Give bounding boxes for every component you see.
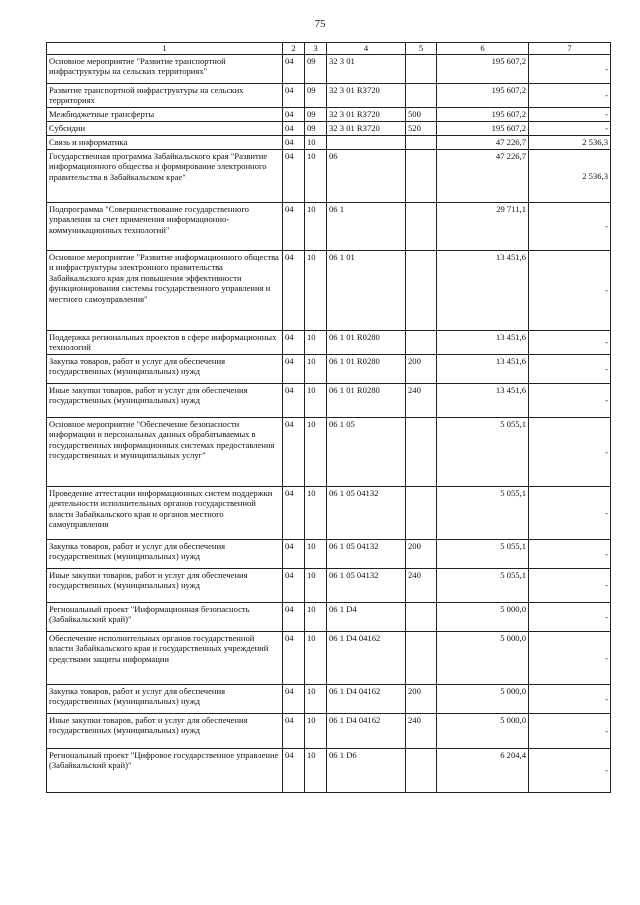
row-section: 04 bbox=[283, 714, 305, 749]
row-target-item: 06 1 01 R0280 bbox=[327, 331, 406, 355]
row-target-item: 32 3 01 R3720 bbox=[327, 108, 406, 122]
row-expense-type bbox=[406, 150, 437, 203]
row-subsection: 10 bbox=[305, 603, 327, 632]
row-expense-type: 240 bbox=[406, 569, 437, 603]
row-target-item: 06 1 D4 bbox=[327, 603, 406, 632]
row-amount-extra: - bbox=[529, 418, 611, 487]
row-amount: 5 000,0 bbox=[437, 632, 529, 685]
row-section: 04 bbox=[283, 331, 305, 355]
row-amount: 47 226,7 bbox=[437, 136, 529, 150]
table-row bbox=[47, 384, 611, 418]
row-target-item bbox=[327, 136, 406, 150]
row-amount: 5 000,0 bbox=[437, 714, 529, 749]
row-subsection: 10 bbox=[305, 569, 327, 603]
row-section: 04 bbox=[283, 355, 305, 384]
row-subsection: 10 bbox=[305, 355, 327, 384]
row-amount: 195 607,2 bbox=[437, 84, 529, 108]
row-amount-extra: - bbox=[529, 685, 611, 714]
row-amount-extra: - bbox=[529, 122, 611, 136]
row-expense-type bbox=[406, 55, 437, 84]
row-section: 04 bbox=[283, 55, 305, 84]
row-section: 04 bbox=[283, 136, 305, 150]
row-expense-type: 200 bbox=[406, 540, 437, 569]
row-expense-type: 200 bbox=[406, 355, 437, 384]
row-name: Иные закупки товаров, работ и услуг для обеспечения государственных (муниципальных) нужд bbox=[47, 714, 283, 749]
row-section: 04 bbox=[283, 84, 305, 108]
row-section: 04 bbox=[283, 749, 305, 793]
row-section: 04 bbox=[283, 251, 305, 331]
row-target-item: 06 1 bbox=[327, 203, 406, 251]
row-amount-extra: - bbox=[529, 203, 611, 251]
row-expense-type bbox=[406, 632, 437, 685]
row-amount-extra: - bbox=[529, 84, 611, 108]
row-section: 04 bbox=[283, 603, 305, 632]
table-header-row bbox=[47, 43, 611, 55]
row-amount-extra: - bbox=[529, 603, 611, 632]
row-subsection: 10 bbox=[305, 540, 327, 569]
page-number: 75 bbox=[314, 18, 326, 30]
row-name: Подпрограмма "Совершенствование государственного управления за счет применения информационно-коммуникационных технологий" bbox=[47, 203, 283, 251]
col-header-subsection: 3 bbox=[305, 43, 327, 55]
row-section: 04 bbox=[283, 203, 305, 251]
row-section: 04 bbox=[283, 569, 305, 603]
row-expense-type: 500 bbox=[406, 108, 437, 122]
row-subsection: 10 bbox=[305, 714, 327, 749]
row-amount-extra: - bbox=[529, 569, 611, 603]
row-name: Региональный проект "Информационная безопасность (Забайкальский край)" bbox=[47, 603, 283, 632]
row-amount-extra: - bbox=[529, 355, 611, 384]
row-name: Закупка товаров, работ и услуг для обеспечения государственных (муниципальных) нужд bbox=[47, 540, 283, 569]
row-target-item: 06 bbox=[327, 150, 406, 203]
table-row bbox=[47, 122, 611, 136]
col-header-section: 2 bbox=[283, 43, 305, 55]
row-amount-extra: 2 536,3 bbox=[529, 150, 611, 203]
row-target-item: 06 1 01 R0280 bbox=[327, 384, 406, 418]
row-expense-type bbox=[406, 487, 437, 540]
row-target-item: 32 3 01 R3720 bbox=[327, 122, 406, 136]
table-row bbox=[47, 150, 611, 203]
row-expense-type: 240 bbox=[406, 384, 437, 418]
row-expense-type bbox=[406, 603, 437, 632]
row-amount: 13 451,6 bbox=[437, 251, 529, 331]
row-amount-extra: - bbox=[529, 331, 611, 355]
row-target-item: 06 1 05 04132 bbox=[327, 540, 406, 569]
row-section: 04 bbox=[283, 122, 305, 136]
row-amount: 47 226,7 bbox=[437, 150, 529, 203]
row-expense-type bbox=[406, 418, 437, 487]
row-amount-extra: - bbox=[529, 749, 611, 793]
table-row bbox=[47, 569, 611, 603]
row-target-item: 06 1 05 04132 bbox=[327, 487, 406, 540]
row-subsection: 10 bbox=[305, 418, 327, 487]
row-expense-type: 240 bbox=[406, 714, 437, 749]
row-name: Поддержка региональных проектов в сфере информационных технологий bbox=[47, 331, 283, 355]
table-row bbox=[47, 418, 611, 487]
row-subsection: 10 bbox=[305, 487, 327, 540]
row-name: Закупка товаров, работ и услуг для обеспечения государственных (муниципальных) нужд bbox=[47, 355, 283, 384]
row-target-item: 06 1 D4 04162 bbox=[327, 685, 406, 714]
row-name: Основное мероприятие "Развитие транспортной инфраструктуры на сельских территориях" bbox=[47, 55, 283, 84]
table-row bbox=[47, 749, 611, 793]
table-row bbox=[47, 540, 611, 569]
row-subsection: 10 bbox=[305, 150, 327, 203]
row-amount: 5 000,0 bbox=[437, 685, 529, 714]
row-target-item: 32 3 01 R3720 bbox=[327, 84, 406, 108]
row-section: 04 bbox=[283, 418, 305, 487]
row-name: Основное мероприятие "Обеспечение безопасности информации и персональных данных обрабатываемых в государственных информационных системах предоставления государственных и муниципальных услуг" bbox=[47, 418, 283, 487]
row-amount: 13 451,6 bbox=[437, 384, 529, 418]
col-header-amount: 6 bbox=[437, 43, 529, 55]
row-amount-extra: - bbox=[529, 108, 611, 122]
row-section: 04 bbox=[283, 108, 305, 122]
row-subsection: 10 bbox=[305, 632, 327, 685]
row-name: Развитие транспортной инфраструктуры на сельских территориях bbox=[47, 84, 283, 108]
row-section: 04 bbox=[283, 384, 305, 418]
row-name: Межбюджетные трансферты bbox=[47, 108, 283, 122]
row-subsection: 10 bbox=[305, 251, 327, 331]
row-target-item: 06 1 05 04132 bbox=[327, 569, 406, 603]
row-target-item: 32 3 01 bbox=[327, 55, 406, 84]
row-amount: 5 055,1 bbox=[437, 487, 529, 540]
row-name: Государственная программа Забайкальского края "Развитие информационного общества и формирование электронного правительства в Забайкальском крае" bbox=[47, 150, 283, 203]
table-row bbox=[47, 331, 611, 355]
row-target-item: 06 1 D6 bbox=[327, 749, 406, 793]
row-expense-type bbox=[406, 331, 437, 355]
row-amount-extra: - bbox=[529, 487, 611, 540]
row-name: Проведение аттестации информационных систем поддержки деятельности исполнительных органов государственной власти Забайкальского края и органов местного самоуправления bbox=[47, 487, 283, 540]
row-subsection: 10 bbox=[305, 749, 327, 793]
row-amount-extra: - bbox=[529, 714, 611, 749]
row-expense-type bbox=[406, 203, 437, 251]
row-amount: 195 607,2 bbox=[437, 122, 529, 136]
row-subsection: 09 bbox=[305, 84, 327, 108]
row-amount: 5 055,1 bbox=[437, 418, 529, 487]
row-amount-extra: - bbox=[529, 251, 611, 331]
row-amount: 195 607,2 bbox=[437, 108, 529, 122]
table-row bbox=[47, 55, 611, 84]
row-section: 04 bbox=[283, 685, 305, 714]
row-subsection: 09 bbox=[305, 55, 327, 84]
col-header-target-item: 4 bbox=[327, 43, 406, 55]
row-subsection: 09 bbox=[305, 108, 327, 122]
row-amount-extra: - bbox=[529, 632, 611, 685]
row-section: 04 bbox=[283, 487, 305, 540]
row-target-item: 06 1 05 bbox=[327, 418, 406, 487]
table-row bbox=[47, 84, 611, 108]
row-amount: 13 451,6 bbox=[437, 331, 529, 355]
row-expense-type: 200 bbox=[406, 685, 437, 714]
budget-table bbox=[46, 42, 611, 793]
table-row bbox=[47, 108, 611, 122]
table-row bbox=[47, 714, 611, 749]
row-amount: 5 055,1 bbox=[437, 569, 529, 603]
row-section: 04 bbox=[283, 632, 305, 685]
table-row bbox=[47, 632, 611, 685]
row-name: Субсидии bbox=[47, 122, 283, 136]
row-target-item: 06 1 01 bbox=[327, 251, 406, 331]
table-row bbox=[47, 603, 611, 632]
col-header-amount-extra: 7 bbox=[529, 43, 611, 55]
row-expense-type bbox=[406, 251, 437, 331]
row-amount: 29 711,1 bbox=[437, 203, 529, 251]
row-amount: 5 000,0 bbox=[437, 603, 529, 632]
row-expense-type: 520 bbox=[406, 122, 437, 136]
row-subsection: 09 bbox=[305, 122, 327, 136]
row-subsection: 10 bbox=[305, 203, 327, 251]
row-amount-extra: 2 536,3 bbox=[529, 136, 611, 150]
row-target-item: 06 1 01 R0280 bbox=[327, 355, 406, 384]
table-row bbox=[47, 203, 611, 251]
row-subsection: 10 bbox=[305, 384, 327, 418]
row-name: Иные закупки товаров, работ и услуг для обеспечения государственных (муниципальных) нужд bbox=[47, 384, 283, 418]
row-amount: 6 204,4 bbox=[437, 749, 529, 793]
row-amount-extra: - bbox=[529, 55, 611, 84]
row-section: 04 bbox=[283, 540, 305, 569]
row-target-item: 06 1 D4 04162 bbox=[327, 714, 406, 749]
row-name: Обеспечение исполнительных органов государственной власти Забайкальского края и государственных учреждений средствами защиты информации bbox=[47, 632, 283, 685]
row-section: 04 bbox=[283, 150, 305, 203]
row-amount: 195 607,2 bbox=[437, 55, 529, 84]
table-row bbox=[47, 355, 611, 384]
table-row bbox=[47, 251, 611, 331]
table-row bbox=[47, 487, 611, 540]
row-subsection: 10 bbox=[305, 685, 327, 714]
col-header-expense-type: 5 bbox=[406, 43, 437, 55]
row-expense-type bbox=[406, 84, 437, 108]
row-subsection: 10 bbox=[305, 331, 327, 355]
row-name: Основное мероприятие "Развитие информационного общества и инфраструктуры электронного правительства Забайкальского края для повышения эффективности функционирования системы государственного управления и местного самоуправления" bbox=[47, 251, 283, 331]
row-name: Закупка товаров, работ и услуг для обеспечения государственных (муниципальных) нужд bbox=[47, 685, 283, 714]
row-expense-type bbox=[406, 136, 437, 150]
row-expense-type bbox=[406, 749, 437, 793]
row-amount: 5 055,1 bbox=[437, 540, 529, 569]
row-amount-extra: - bbox=[529, 540, 611, 569]
row-name: Иные закупки товаров, работ и услуг для обеспечения государственных (муниципальных) нужд bbox=[47, 569, 283, 603]
col-header-name: 1 bbox=[47, 43, 283, 55]
row-name: Связь и информатика bbox=[47, 136, 283, 150]
row-name: Региональный проект "Цифровое государственное управление (Забайкальский край)" bbox=[47, 749, 283, 793]
row-amount: 13 451,6 bbox=[437, 355, 529, 384]
table-row bbox=[47, 136, 611, 150]
row-amount-extra: - bbox=[529, 384, 611, 418]
table-row bbox=[47, 685, 611, 714]
row-subsection: 10 bbox=[305, 136, 327, 150]
row-target-item: 06 1 D4 04162 bbox=[327, 632, 406, 685]
